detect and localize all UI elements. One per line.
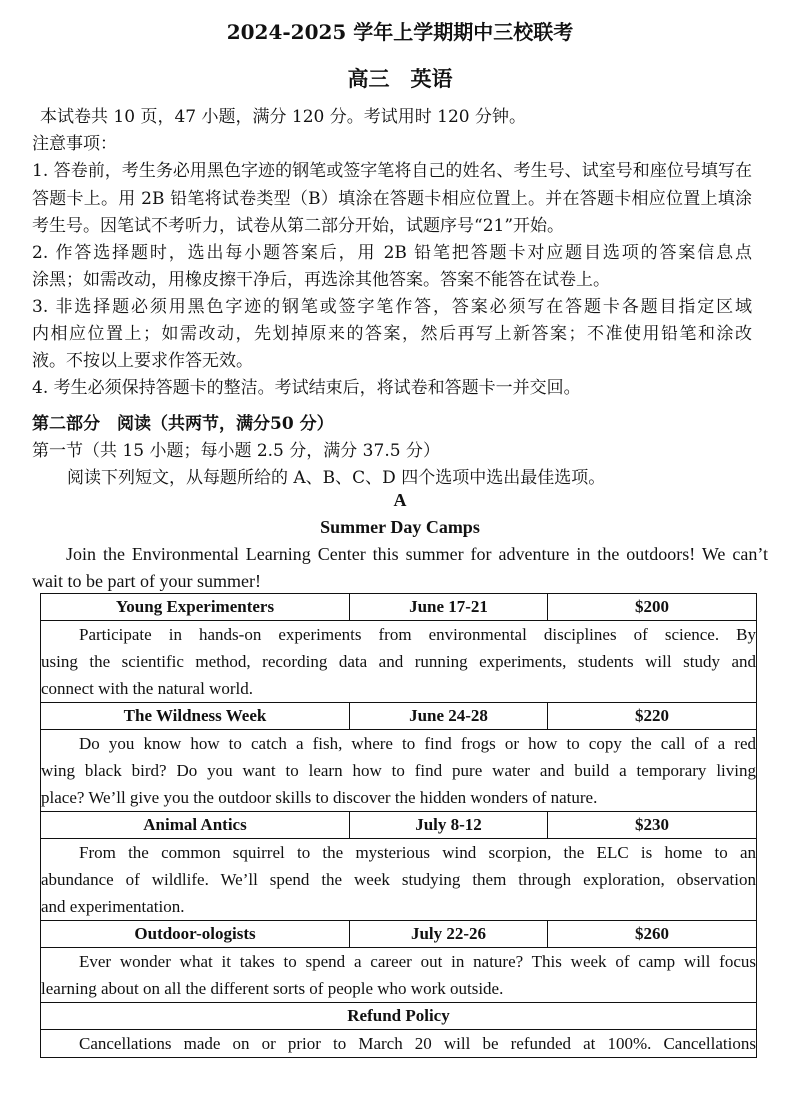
camp-description-line: wing black bird? Do you want to learn how to find pure water and build a temporary living [41, 761, 756, 780]
exam-intro: 本试卷共 10 页，47 小题，满分 120 分。考试用时 120 分钟。 [40, 107, 526, 127]
passage-label: A [393, 490, 407, 510]
camp-description [41, 730, 757, 812]
subsection-title: 第一节（共 15 小题；每小题 2.5 分，满分 37.5 分） [32, 441, 440, 461]
camp-description-line: connect with the natural world. [41, 679, 253, 698]
passage-intro-line: Join the Environmental Learning Center this summer for adventure in the outdoors! We can’t [66, 544, 768, 564]
camp-description-line: Participate in hands-on experiments from environmental disciplines of science. By [79, 625, 756, 644]
camp-description-row [41, 730, 757, 812]
camp-name: Outdoor-ologists [41, 921, 350, 948]
camp-description-row [41, 621, 757, 703]
camp-description [41, 839, 757, 921]
camp-description-line: and experimentation. [41, 897, 185, 916]
note-line: 考生号。因笔试不考听力，试卷从第二部分开始，试题序号“21”开始。 [32, 216, 565, 236]
camp-description-row [41, 839, 757, 921]
note-line: 内相应位置上；如需改动，先划掉原来的答案，然后再写上新答案；不准使用铅笔和涂改 [32, 324, 752, 344]
camp-description-line: abundance of wildlife. We’ll spend the week studying them through exploration, observation [41, 870, 756, 889]
note-line: 3. 非选择题必须用黑色字迹的钢笔或签字笔作答，答案必须写在答题卡各题目指定区域 [32, 297, 752, 317]
note-line: 1. 答卷前，考生务必用黑色字迹的钢笔或签字笔将自己的姓名、考生号、试室号和座位号填写在 [32, 161, 752, 181]
camp-date: June 24-28 [350, 703, 548, 730]
camp-name: The Wildness Week [41, 703, 350, 730]
camp-date: July 8-12 [350, 812, 548, 839]
part-title: 第二部分 阅读（共两节，满分50 分） [32, 414, 334, 434]
note-line: 2. 作答选择题时，选出每小题答案后，用 2B 铅笔把答题卡对应题目选项的答案信息点 [32, 243, 752, 263]
camp-description-line: learning about on all the different sorts of people who work outside. [41, 979, 504, 998]
camps-table [40, 593, 757, 1058]
camp-date: July 22-26 [350, 921, 548, 948]
refund-row [41, 1030, 757, 1058]
camp-price: $200 [548, 594, 757, 621]
reading-instruction: 阅读下列短文，从每题所给的 A、B、C、D 四个选项中选出最佳选项。 [67, 468, 606, 488]
note-line: 答题卡上。用 2B 铅笔将试卷类型（B）填涂在答题卡相应位置上。并在答题卡相应位置上填涂 [32, 189, 752, 209]
camp-description-line: using the scientific method, recording data and running experiments, students will study and [41, 652, 756, 671]
camp-description-line: Ever wonder what it takes to spend a career out in nature? This week of camp will focus [79, 952, 756, 971]
camp-description-line: place? We’ll give you the outdoor skills to discover the hidden wonders of nature. [41, 788, 598, 807]
camp-header-row [41, 594, 757, 621]
notes-heading: 注意事项： [32, 134, 117, 154]
note-line: 涂黑；如需改动，用橡皮擦干净后，再选涂其他答案。答案不能答在试卷上。 [32, 270, 610, 290]
camp-price: $220 [548, 703, 757, 730]
note-line: 液。不按以上要求作答无效。 [32, 351, 253, 371]
passage-title: Summer Day Camps [320, 517, 480, 537]
camp-description-line: Do you know how to catch a fish, where to find frogs or how to copy the call of a red [79, 734, 756, 753]
camp-description-row [41, 948, 757, 1003]
camp-description [41, 948, 757, 1003]
camp-name: Animal Antics [41, 812, 350, 839]
camp-description-line: From the common squirrel to the mysterious wind scorpion, the ELC is home to an [79, 843, 756, 862]
camp-price: $230 [548, 812, 757, 839]
exam-title: 2024-2025 学年上学期期中三校联考 [226, 20, 574, 44]
camp-name: Young Experimenters [41, 594, 350, 621]
camp-date: June 17-21 [350, 594, 548, 621]
refund-line: Cancellations made on or prior to March 20 will be refunded at 100%. Cancellations [79, 1034, 756, 1053]
subject-title: 高三 英语 [347, 66, 453, 91]
camp-header-row [41, 812, 757, 839]
camp-header-row [41, 921, 757, 948]
refund-text [41, 1030, 757, 1058]
camp-description [41, 621, 757, 703]
refund-header-row [41, 1003, 757, 1030]
camp-header-row [41, 703, 757, 730]
passage-intro-line: wait to be part of your summer! [32, 571, 261, 591]
camp-price: $260 [548, 921, 757, 948]
refund-title: Refund Policy [41, 1003, 757, 1030]
note-line: 4. 考生必须保持答题卡的整洁。考试结束后，将试卷和答题卡一并交回。 [32, 378, 581, 398]
